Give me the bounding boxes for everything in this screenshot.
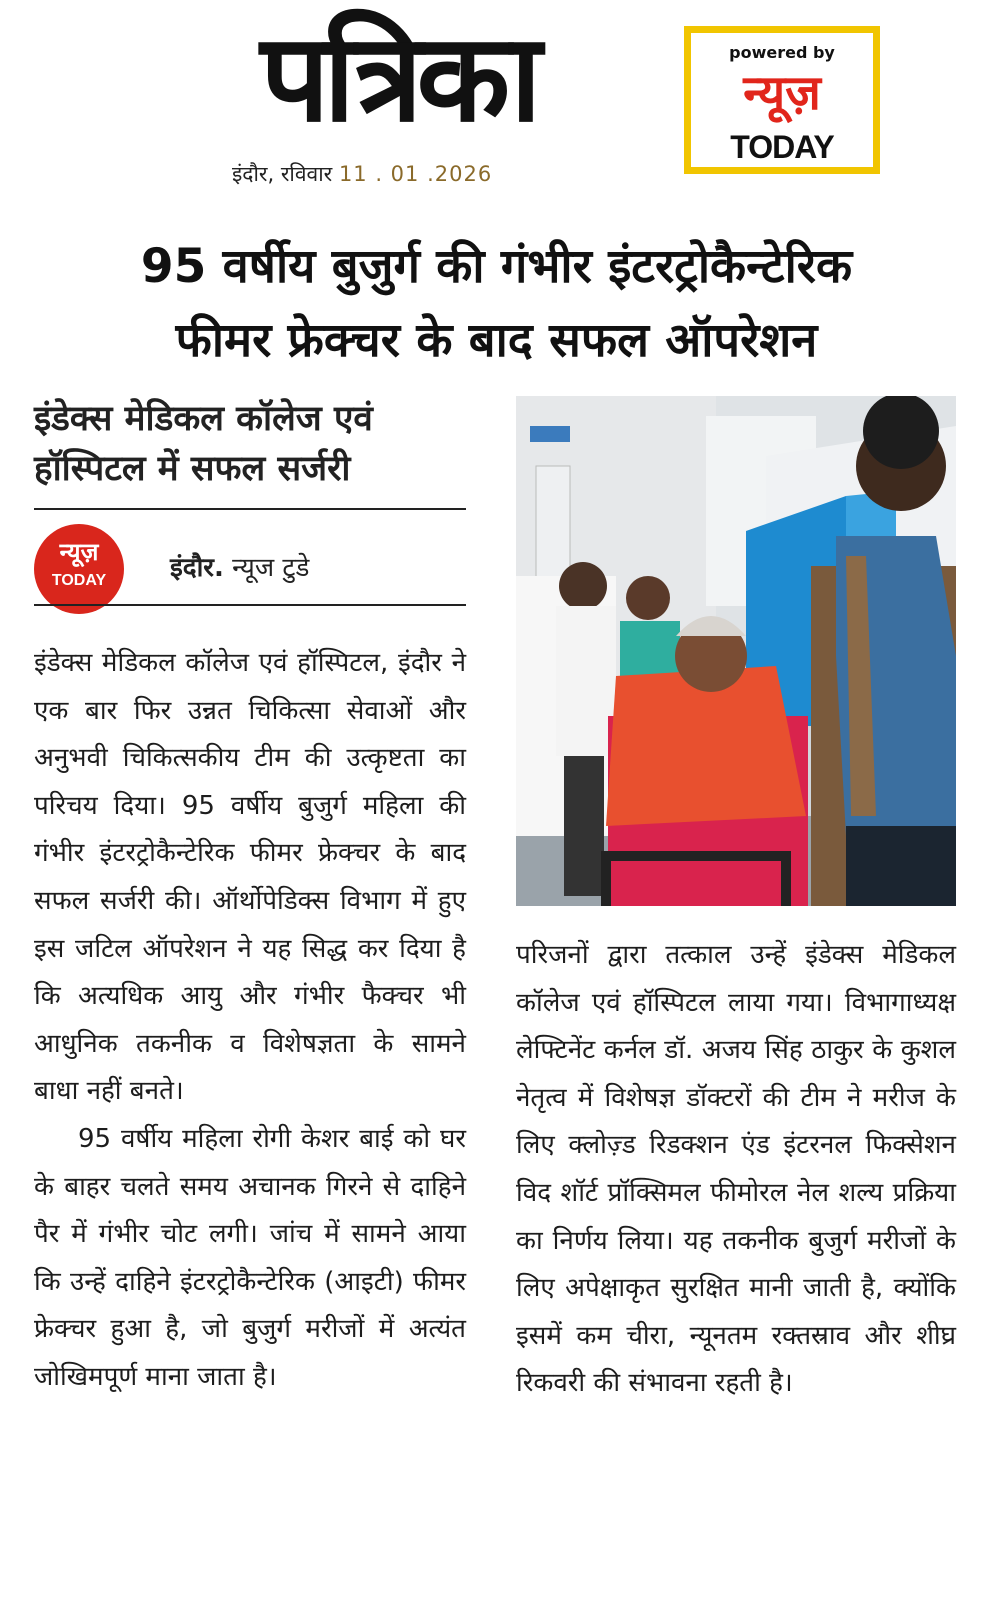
dateline-city-day: इंदौर, रविवार: [232, 162, 333, 186]
article-column-left: [34, 640, 466, 1402]
byline: [170, 548, 309, 584]
byline-divider: [34, 604, 466, 606]
article-headline: [20, 230, 973, 378]
article-paragraph-1: इंडेक्स मेडिकल कॉलेज एवं हॉस्पिटल, इंदौर ने एक बार फिर उन्नत चिकित्सा सेवाओं और अनुभवी चिकित्सकीय टीम की उत्कृष्टता का परिचय दिया। 95 वर्षीय बुजुर्ग महिला की गंभीर इंटरट्रोकैन्टेरिक फीमर फ्रेक्चर के बाद सफल सर्जरी की। ऑर्थोपेडिक्स विभाग में हुए इस जटिल ऑपरेशन ने यह सिद्ध कर दिया है कि अत्यधिक आयु और गंभीर फैक्चर भी आधुनिक तकनीक व विशेषज्ञता के सामने बाधा नहीं बनते।: [34, 648, 466, 1107]
subhead-divider: [34, 508, 466, 510]
article-subhead: [34, 394, 464, 494]
headline-line-1: 95 वर्षीय बुजुर्ग की गंभीर इंटरट्रोकैन्टेरिक: [140, 239, 853, 294]
article-photo: [516, 396, 956, 906]
badge-today-text: TODAY: [51, 572, 107, 589]
article-column-right: [516, 932, 956, 1408]
dateline-date: 11 . 01 .2026: [338, 162, 493, 186]
subhead-line-2: हॉस्पिटल में सफल सर्जरी: [34, 449, 351, 489]
byline-source: न्यूज टुडे: [232, 553, 310, 583]
news-today-badge: [34, 524, 124, 614]
dateline: [232, 160, 492, 188]
subhead-line-1: इंडेक्स मेडिकल कॉलेज एवं: [34, 399, 373, 439]
brand-news-logo: न्यूज़: [743, 65, 821, 121]
hospital-scene-illustration: [516, 396, 956, 906]
brand-powered-by: powered by: [729, 43, 835, 62]
article-paragraph-2: 95 वर्षीय महिला रोगी केशर बाई को घर के बाहर चलते समय अचानक गिरने से दाहिने पैर में गंभीर चोट लगी। जांच में सामने आया कि उन्हें दाहिने इंटरट्रोकैन्टेरिक (आइटी) फीमर फ्रेक्चर हुआ है, जो बुजुर्ग मरीजों में अत्यंत जोखिमपूर्ण माना जाता है।: [34, 1123, 466, 1392]
badge-news-text: न्यूज़: [59, 538, 99, 566]
byline-place: इंदौर.: [170, 553, 224, 583]
brand-today-logo: TODAY: [730, 129, 834, 165]
newspaper-logo: पत्रिका: [260, 5, 536, 149]
news-today-brand-box: [684, 26, 880, 174]
article-paragraph-3: परिजनों द्वारा तत्काल उन्हें इंडेक्स मेडिकल कॉलेज एवं हॉस्पिटल लाया गया। विभागाध्यक्ष लेफ्टिनेंट कर्नल डॉ. अजय सिंह ठाकुर के कुशल नेतृत्व में विशेषज्ञ डॉक्टरों की टीम ने मरीज के लिए क्लोज़्ड रिडक्शन एंड इंटरनल फिक्सेशन विद शॉर्ट प्रॉक्सिमल फीमोरल नेल शल्य प्रक्रिया का निर्णय लिया। यह तकनीक बुजुर्ग मरीजों के लिए अपेक्षाकृत सुरक्षित मानी जाती है, क्योंकि इसमें कम चीरा, न्यूनतम रक्तस्राव और शीघ्र रिकवरी की संभावना रहती है।: [516, 940, 956, 1399]
headline-line-2: फीमर फ्रेक्चर के बाद सफल ऑपरेशन: [175, 313, 818, 368]
